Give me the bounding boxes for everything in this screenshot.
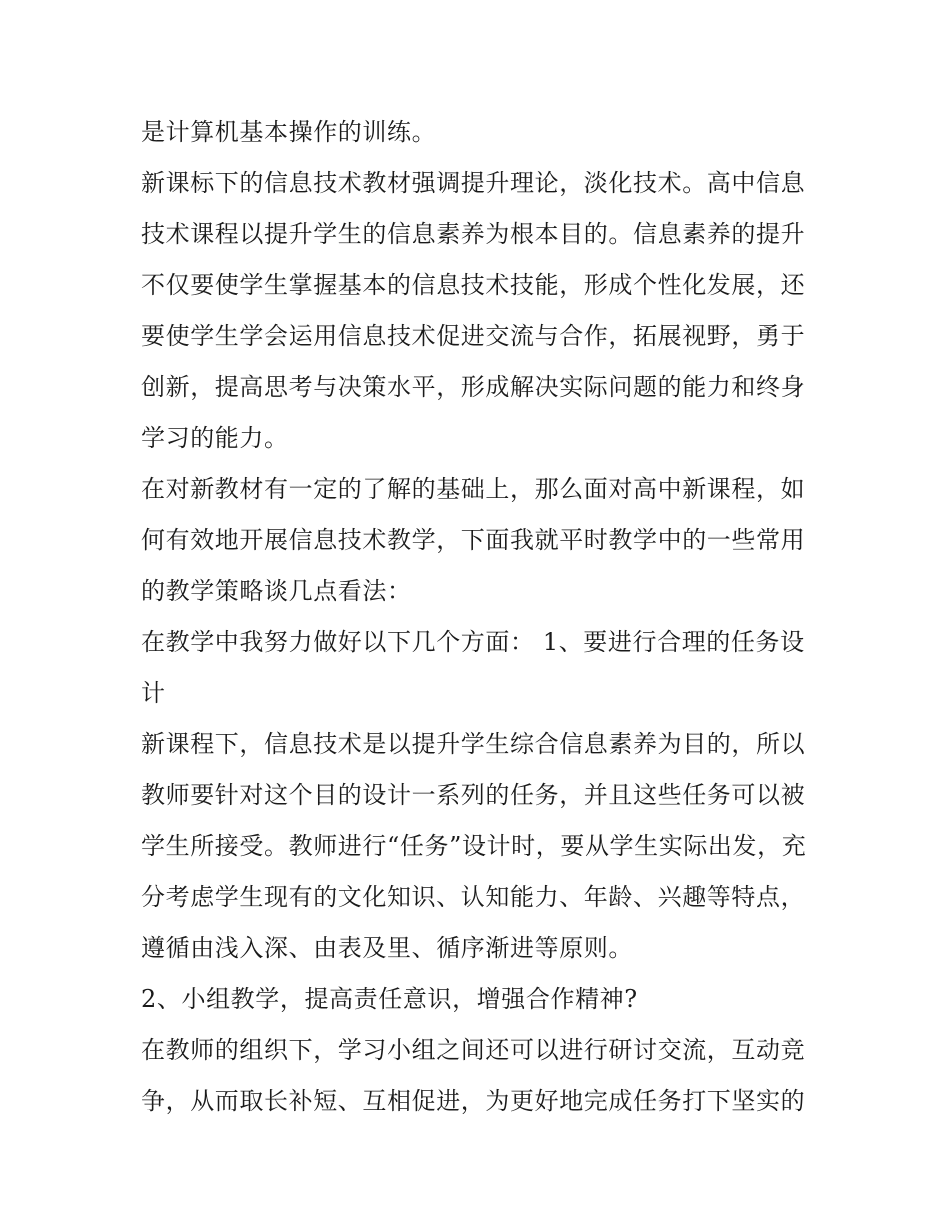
text-line: 2、小组教学，提高责任意识，增强合作精神?	[141, 985, 638, 1013]
text-line: 分考虑学生现有的文化知识、认知能力、年龄、兴趣等特点，	[141, 883, 806, 911]
text-line: 学生所接受。教师进行“任务”设计时，要从学生实际出发，充	[141, 832, 807, 860]
text-line: 遵循由浅入深、由表及里、循序渐进等原则。	[141, 934, 633, 962]
text-line: 在教师的组织下，学习小组之间还可以进行研讨交流，互动竞	[141, 1036, 806, 1064]
text-line: 的教学策略谈几点看法：	[141, 577, 412, 605]
text-line: 新课标下的信息技术教材强调提升理论，淡化技术。高中信息	[141, 169, 806, 197]
text-line: 新课程下，信息技术是以提升学生综合信息素养为目的，所以	[141, 730, 806, 758]
text-line: 不仅要使学生掌握基本的信息技术技能，形成个性化发展，还	[141, 271, 806, 299]
text-line: 创新，提高思考与决策水平，形成解决实际问题的能力和终身	[141, 373, 806, 401]
text-line: 计	[141, 679, 166, 707]
text-line: 要使学生学会运用信息技术促进交流与合作，拓展视野，勇于	[141, 322, 806, 350]
text-line: 技术课程以提升学生的信息素养为根本目的。信息素养的提升	[141, 220, 806, 248]
text-line: 何有效地开展信息技术教学，下面我就平时教学中的一些常用	[141, 526, 806, 554]
body-text	[141, 107, 813, 1127]
text-line: 是计算机基本操作的训练。	[141, 118, 437, 146]
text-line: 在对新教材有一定的了解的基础上，那么面对高中新课程，如	[141, 475, 806, 503]
text-line: 学习的能力。	[141, 424, 289, 452]
text-line: 在教学中我努力做好以下几个方面： 1、要进行合理的任务设	[141, 628, 805, 656]
text-line: 教师要针对这个目的设计一系列的任务，并且这些任务可以被	[141, 781, 806, 809]
text-line: 争，从而取长补短、互相促进，为更好地完成任务打下坚实的	[141, 1087, 806, 1115]
